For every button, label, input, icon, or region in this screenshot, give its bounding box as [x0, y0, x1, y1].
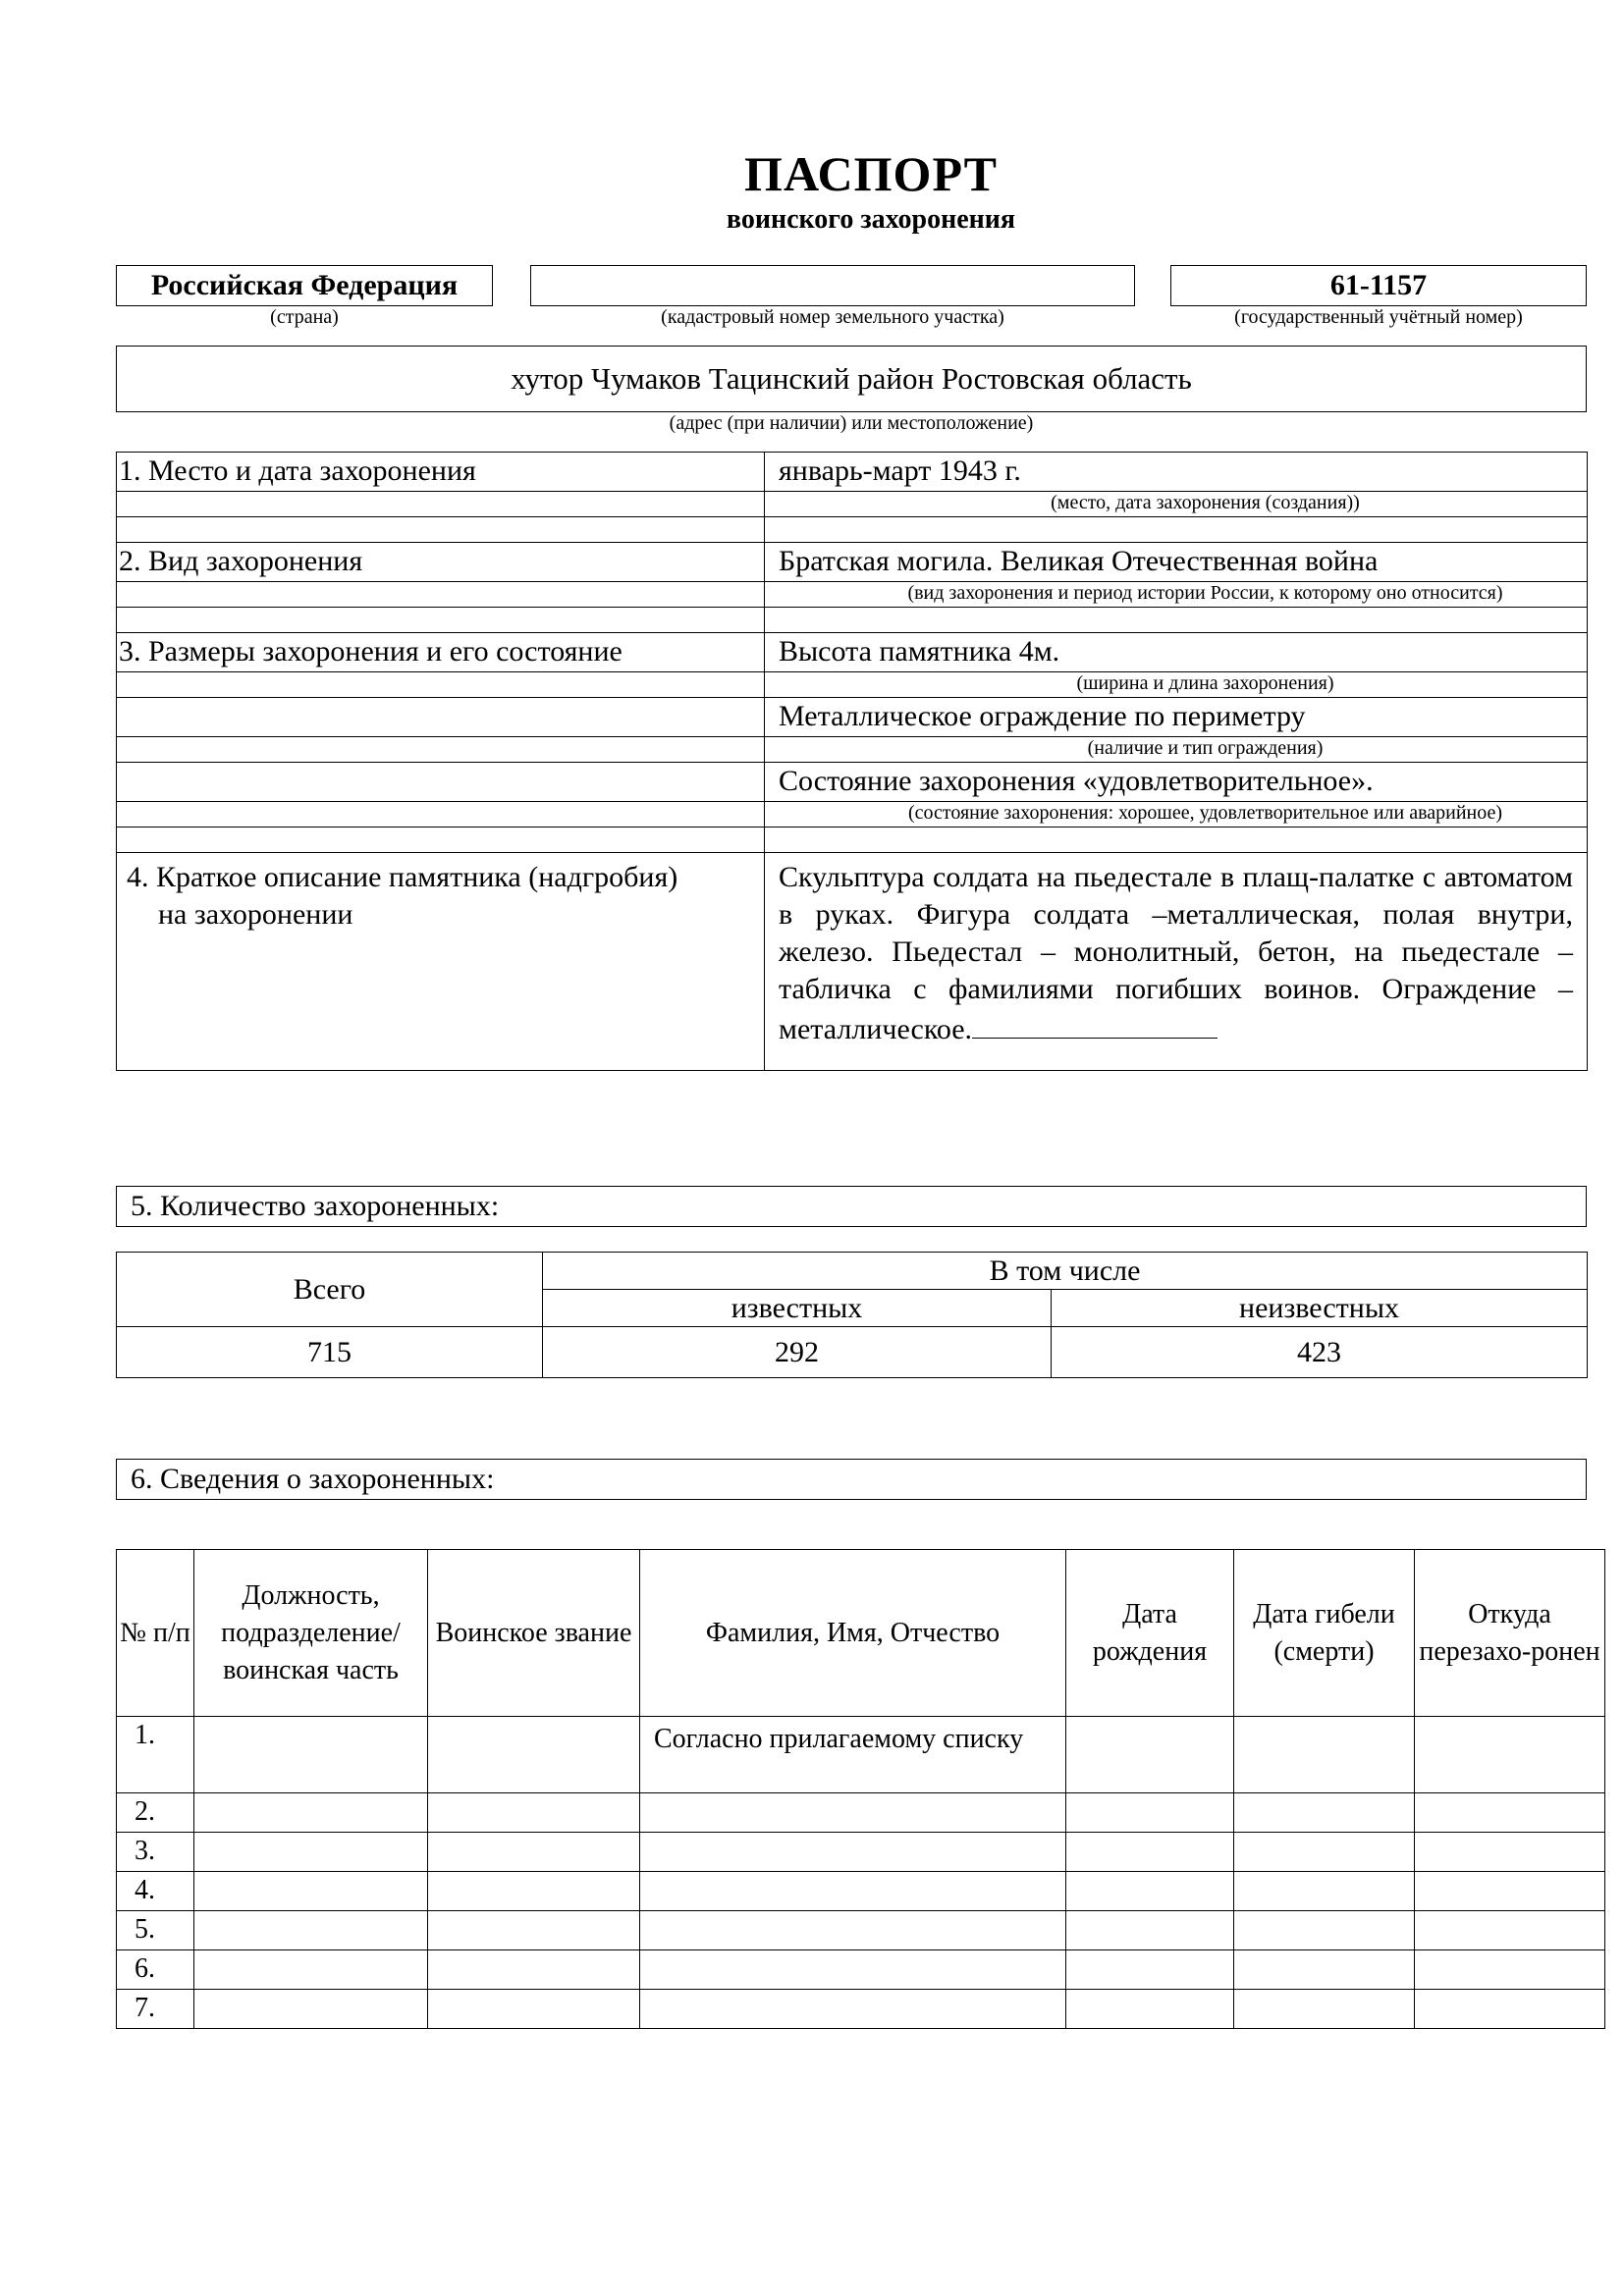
section2-caption: (вид захоронения и период истории России, к которому оно относится) — [765, 582, 1588, 608]
table-row — [117, 1990, 1605, 2029]
row-name — [640, 1950, 1066, 1990]
cadastral-caption: (кадастровый номер земельного участка) — [661, 306, 1004, 328]
section4-label-line1: 4. Краткое описание памятника (надгробия) — [127, 861, 678, 893]
section6-label: 6. Сведения о захороненных: — [116, 1459, 1587, 1500]
col-position-header: Должность, подразделение/ воинская часть — [194, 1550, 428, 1717]
row-name — [640, 1833, 1066, 1872]
fill-line — [972, 1008, 1218, 1039]
registry-number-caption: (государственный учётный номер) — [1234, 306, 1523, 328]
col-death-header: Дата гибели (смерти) — [1234, 1550, 1415, 1717]
section4-label-line2: на захоронении — [158, 898, 353, 931]
row-num: 1. — [117, 1717, 194, 1793]
address-caption: (адрес (при наличии) или местоположение) — [669, 412, 1034, 434]
section3-fence-value: Металлическое ограждение по периметру — [765, 698, 1588, 737]
country-field: Российская Федерация — [116, 265, 493, 306]
page-subtitle: воинского захоронения — [726, 204, 1016, 235]
col-origin-header: Откуда перезахо-ронен — [1415, 1550, 1605, 1717]
section1-label: 1. Место и дата захоронения — [117, 453, 765, 492]
section3-size-value: Высота памятника 4м. — [765, 633, 1588, 672]
unknown-value: 423 — [1052, 1327, 1588, 1378]
row-num: 3. — [117, 1833, 194, 1872]
known-header: известных — [543, 1290, 1052, 1327]
page-title: ПАСПОРТ — [744, 146, 998, 201]
table-row — [117, 1911, 1605, 1950]
row-num: 7. — [117, 1990, 194, 2029]
total-header: Всего — [117, 1253, 543, 1327]
section4-description-text: Скульптура солдата на пьедестале в плащ-палатке с автоматом в руках. Фигура солдата –металлическая, полая внутри, железо. Пьедестал – монолитный, бетон, на пьедестале – табличка с фамилиями погибших воинов. Ограждение – металлическое. — [779, 861, 1573, 1045]
table-row — [117, 1872, 1605, 1911]
section1-value: январь-март 1943 г. — [765, 453, 1588, 492]
row-name — [640, 1990, 1066, 2029]
col-rank-header: Воинское звание — [428, 1550, 640, 1717]
table-row — [117, 1833, 1605, 1872]
section2-value: Братская могила. Великая Отечественная война — [765, 543, 1588, 582]
row-num: 6. — [117, 1950, 194, 1990]
unknown-header: неизвестных — [1052, 1290, 1588, 1327]
row-num: 5. — [117, 1911, 194, 1950]
row-name — [640, 1793, 1066, 1833]
col-birth-header: Дата рождения — [1066, 1550, 1234, 1717]
row-name — [640, 1872, 1066, 1911]
col-name-header: Фамилия, Имя, Отчество — [640, 1550, 1066, 1717]
section3-fence-caption: (наличие и тип ограждения) — [765, 737, 1588, 763]
address-field: хутор Чумаков Тацинский район Ростовская область — [116, 346, 1587, 412]
table-row — [117, 1793, 1605, 1833]
buried-persons-table — [116, 1549, 1605, 2029]
cadastral-field — [530, 265, 1135, 306]
section4-description — [765, 853, 1588, 1071]
including-header: В том числе — [543, 1253, 1588, 1290]
total-value: 715 — [117, 1327, 543, 1378]
burial-details-table — [116, 452, 1588, 1071]
section3-label: 3. Размеры захоронения и его состояние — [117, 633, 765, 672]
table-row — [117, 1950, 1605, 1990]
section4-label — [117, 853, 765, 1071]
section3-state-caption: (состояние захоронения: хорошее, удовлетворительное или аварийное) — [765, 802, 1588, 828]
row-name: Согласно прилагаемому списку — [640, 1717, 1066, 1793]
burial-count-table — [116, 1252, 1588, 1378]
col-num-header: № п/п — [117, 1550, 194, 1717]
country-caption: (страна) — [270, 306, 339, 328]
section3-size-caption: (ширина и длина захоронения) — [765, 672, 1588, 698]
row-num: 2. — [117, 1793, 194, 1833]
known-value: 292 — [543, 1327, 1052, 1378]
section2-label: 2. Вид захоронения — [117, 543, 765, 582]
row-name — [640, 1911, 1066, 1950]
section3-state-value: Состояние захоронения «удовлетворительное». — [765, 763, 1588, 802]
section5-label: 5. Количество захороненных: — [116, 1186, 1587, 1227]
section1-caption: (место, дата захоронения (создания)) — [765, 492, 1588, 517]
registry-number-field: 61-1157 — [1170, 265, 1587, 306]
row-num: 4. — [117, 1872, 194, 1911]
table-row — [117, 1717, 1605, 1793]
